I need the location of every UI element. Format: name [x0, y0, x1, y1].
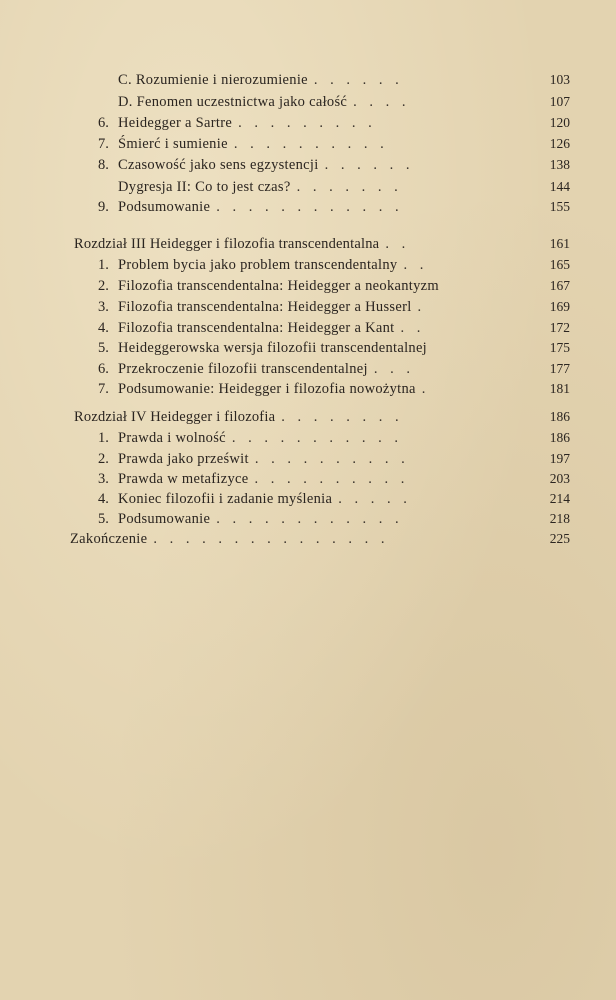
toc-entry-title: Koniec filozofii i zadanie myślenia [118, 491, 333, 507]
toc-entry-title: Heideggerowska wersja filozofii transcendentalnej [118, 340, 428, 356]
toc-entry [98, 428, 570, 448]
toc-entry [118, 70, 570, 90]
toc-entry-title: Podsumowanie [118, 199, 211, 215]
toc-entry-title: Śmierć i sumienie [118, 136, 228, 152]
toc-leader-dots: . . . . . . . . . . . . [216, 511, 404, 527]
toc-page-number: 165 [549, 257, 570, 272]
toc-page-number: 155 [549, 199, 570, 214]
toc-entry-title: Zakończenie [70, 531, 148, 547]
toc-entry [98, 297, 570, 317]
toc-entry-number: 2. [98, 278, 109, 294]
toc-leader-dots: . . . [373, 361, 415, 377]
toc-leader-dots: . . . . . . [324, 157, 414, 173]
toc-entry-number: 1. [98, 430, 109, 446]
toc-entry [118, 92, 570, 112]
toc-page-number: 167 [549, 278, 570, 293]
toc-entry-number: 5. [98, 511, 109, 527]
toc-entry [98, 469, 570, 489]
toc-leader-dots: . [421, 381, 430, 397]
toc-entry [98, 113, 570, 133]
toc-page-number: 218 [549, 511, 570, 526]
toc-entry-title: Filozofia transcendentalna: Heidegger a neokantyzm [118, 278, 439, 294]
toc-entry-title: Prawda i wolność [118, 430, 226, 446]
toc-leader-dots: . . . . . . . . . . [254, 471, 409, 487]
toc-entry [98, 338, 570, 358]
toc-leader-dots: . . [385, 236, 410, 252]
toc-leader-dots: . . . . . . . . . . . [231, 430, 403, 446]
toc-leader-dots: . . [403, 257, 428, 273]
toc-page-number: 203 [549, 471, 570, 486]
toc-leader-dots: . . . . . . [313, 72, 404, 88]
toc-page-number: 197 [549, 451, 570, 466]
toc-entry [98, 197, 570, 217]
toc-page-number: 172 [549, 320, 570, 335]
toc-page-number: 161 [549, 236, 570, 251]
toc-entry-title: Czasowość jako sens egzystencji [118, 157, 319, 173]
toc-leader-dots: . . . . . . . . . [238, 115, 377, 131]
toc-entry-number: 7. [98, 136, 109, 152]
toc-entry-number: 2. [98, 451, 109, 467]
toc-page-number: 214 [549, 491, 570, 506]
toc-entry-number: 4. [98, 320, 109, 336]
toc-entry-title: Podsumowanie: Heidegger i filozofia nowożytna [118, 381, 416, 397]
toc-leader-dots: . . . . . . . . . . . . [216, 199, 404, 215]
toc-entry-title: Heidegger a Sartre [118, 115, 233, 131]
toc-entry-number: 3. [98, 471, 109, 487]
toc-entry-title: Rozdział IV Heidegger i filozofia [74, 409, 276, 425]
toc-entry [98, 276, 570, 296]
toc-leader-dots: . . . . . . . . . . [233, 136, 389, 152]
toc-entry-number: 7. [98, 381, 109, 397]
toc-entry [98, 155, 570, 175]
toc-page-number: 181 [549, 381, 570, 396]
toc-entry-title: Przekroczenie filozofii transcendentalnej [118, 361, 368, 377]
toc-entry-title: Filozofia transcendentalna: Heidegger a Husserl [118, 299, 412, 315]
toc-page-number: 107 [549, 94, 570, 109]
toc-page-number: 177 [549, 361, 570, 376]
toc-chapter-heading [74, 234, 570, 254]
toc-entry-number: 4. [98, 491, 109, 507]
toc-entry-title: Rozdział III Heidegger i filozofia transcendentalna [74, 236, 380, 252]
toc-entry-title: Filozofia transcendentalna: Heidegger a Kant [118, 320, 395, 336]
toc-page-number: 225 [549, 531, 570, 546]
toc-entry [70, 529, 570, 549]
toc-entry-number: 5. [98, 340, 109, 356]
toc-entry-number: 6. [98, 361, 109, 377]
toc-page-number: 103 [549, 72, 570, 87]
toc-entry [98, 318, 570, 338]
toc-entry-number: 9. [98, 199, 109, 215]
toc-leader-dots: . . . . [353, 94, 411, 110]
toc-entry [98, 134, 570, 154]
toc-page-number: 169 [549, 299, 570, 314]
toc-entry-number: 3. [98, 299, 109, 315]
toc-leader-dots: . . . . . . . . . . [254, 451, 410, 467]
toc-entry-title: Podsumowanie [118, 511, 211, 527]
toc-entry-title: Dygresja II: Co to jest czas? [118, 179, 291, 195]
toc-page-number: 138 [549, 157, 570, 172]
toc-page-number: 144 [549, 179, 570, 194]
toc-entry-title: Prawda w metafizyce [118, 471, 249, 487]
toc-leader-dots: . . [400, 320, 425, 336]
toc-page-number: 175 [549, 340, 570, 355]
toc-entry [98, 489, 570, 509]
toc-page-number: 186 [549, 430, 570, 445]
toc-entry [98, 509, 570, 529]
toc-entry-title: Prawda jako prześwit [118, 451, 249, 467]
toc-entry [98, 255, 570, 275]
toc-leader-dots: . . . . . [338, 491, 412, 507]
toc-entry [98, 359, 570, 379]
toc-leader-dots: . [417, 299, 426, 315]
toc-leader-dots: . . . . . . . . . . . . . . . [153, 531, 389, 547]
toc-entry-number: 8. [98, 157, 109, 173]
toc-page-number: 186 [549, 409, 570, 424]
toc-leader-dots: . . . . . . . [296, 179, 403, 195]
toc-entry-title: C. Rozumienie i nierozumienie [118, 72, 308, 88]
toc-leader-dots: . . . . . . . . [281, 409, 404, 425]
toc-chapter-heading [74, 407, 570, 427]
toc-entry-title: D. Fenomen uczestnictwa jako całość [118, 94, 348, 110]
toc-entry-title: Problem bycia jako problem transcendentalny [118, 257, 398, 273]
toc-entry-number: 6. [98, 115, 109, 131]
toc-entry [98, 449, 570, 469]
toc-entry [98, 379, 570, 399]
toc-page-number: 120 [549, 115, 570, 130]
toc-entry [118, 177, 570, 197]
toc-page-number: 126 [549, 136, 570, 151]
toc-entry-number: 1. [98, 257, 109, 273]
